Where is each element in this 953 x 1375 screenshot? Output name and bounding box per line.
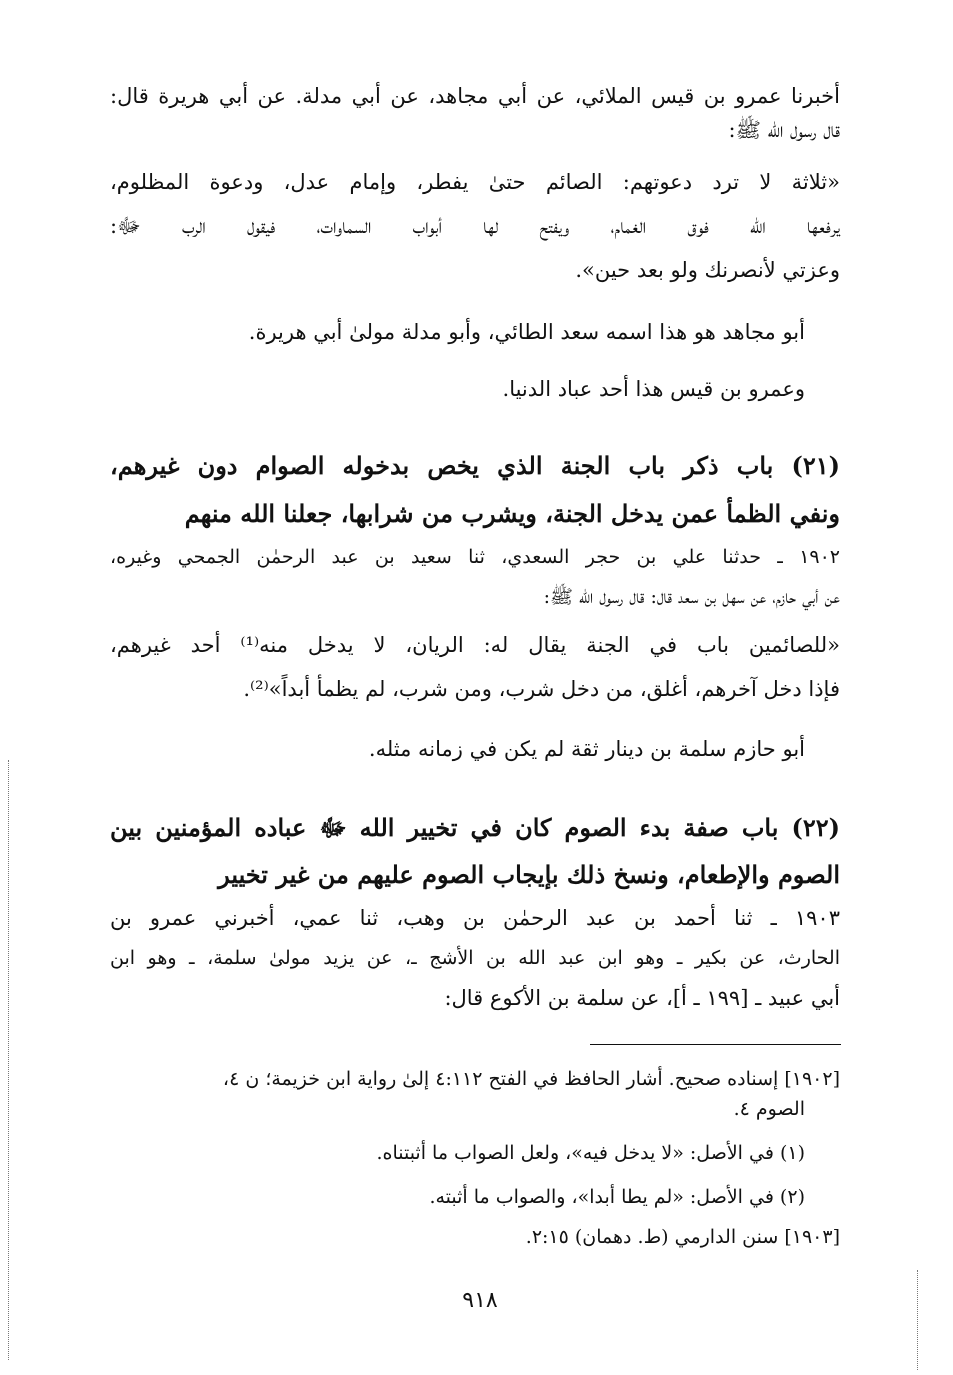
chapter-heading-22: الصوم والإطعام، ونسخ ذلك بإيجاب الصوم عليهم من غير تخيير bbox=[218, 860, 840, 889]
hadith-text-line: «ثلاثة لا ترد دعوتهم: الصائم حتىٰ يفطر، وإمام عدل، ودعوة المظلوم، bbox=[110, 170, 840, 194]
footnote-separator bbox=[590, 1044, 841, 1045]
chapter-heading-22: (٢٢) باب صفة بدء الصوم كان في تخيير الله ﷻ عباده المؤمنين بين bbox=[110, 813, 840, 842]
footnote-1903: [١٩٠٣] سنن الدارمي (ط. دهمان) ٢:١٥. bbox=[525, 1226, 840, 1248]
footnote-2: (٢) في الأصل: «لم يطا أبدا»، والصواب ما أثبته. bbox=[429, 1186, 805, 1208]
scan-margin-line bbox=[8, 760, 9, 1360]
page-number: ٩١٨ bbox=[462, 1288, 498, 1313]
footnote-1902: [١٩٠٢] إسناده صحيح. أشار الحافظ في الفتح ٤:١١٢ إلىٰ رواية ابن خزيمة؛ ن ٤، bbox=[222, 1068, 840, 1090]
chapter-heading-21: (٢١) باب ذكر باب الجنة الذي يخص بدخوله الصوام دون غيرهم، bbox=[110, 451, 840, 480]
commentary-line: أبو مجاهد هو هذا اسمه سعد الطائي، وأبو مدلة مولىٰ أبي هريرة. bbox=[248, 320, 805, 344]
commentary-line: أبو حازم سلمة بن دينار ثقة لم يكن في زمانه مثله. bbox=[368, 737, 805, 761]
footnote-1902-cont: الصوم ٤. bbox=[733, 1098, 805, 1120]
isnad-line: ١٩٠٢ ـ حدثنا علي بن حجر السعدي، ثنا سعيد بن عبد الرحمٰن الجمحي وغيره، bbox=[110, 546, 841, 568]
text-line: قال رسول الله ﷺ: bbox=[728, 118, 840, 142]
hadith-text-line: «للصائمين باب في الجنة يقال له: الريان، لا يدخل منه⁽¹⁾ أحد غيرهم، bbox=[110, 633, 840, 657]
commentary-line: وعمرو بن قيس هذا أحد عباد الدنيا. bbox=[502, 377, 805, 401]
isnad-line: أبي عبيد ـ [١٩٩ ـ أ]، عن سلمة بن الأكوع قال: bbox=[444, 986, 840, 1010]
isnad-line: ١٩٠٣ ـ ثنا أحمد بن عبد الرحمٰن بن وهب، ثنا عمي، أخبرني عمرو بن bbox=[110, 906, 840, 930]
hadith-text-line: وعزتي لأنصرنك ولو بعد حين». bbox=[575, 258, 840, 282]
scan-margin-line bbox=[917, 1270, 918, 1370]
isnad-line: عن أبي حازم، عن سهل بن سعد قال: قال رسول الله ﷺ: bbox=[543, 586, 840, 608]
chapter-heading-21: ونفي الظمأ عمن يدخل الجنة، ويشرب من شرابها، جعلنا الله منهم bbox=[184, 499, 840, 528]
isnad-line: الحارث، عن بكير ـ وهو ابن عبد الله بن الأشج ـ، عن يزيد مولىٰ سلمة، ـ وهو ابن bbox=[110, 947, 840, 969]
hadith-text-line: فإذا دخل آخرهم، أغلق، من دخل شرب، ومن شرب، لم يظمأ أبداً»⁽²⁾. bbox=[243, 677, 840, 701]
hadith-text-line: يرفعها الله فوق الغمام، ويفتح لها أبواب السماوات، فيقول الرب ﷻ: bbox=[110, 214, 840, 238]
text-line: أخبرنا عمرو بن قيس الملائي، عن أبي مجاهد، عن أبي مدلة. عن أبي هريرة قال: bbox=[110, 84, 840, 108]
footnote-1: (١) في الأصل: «لا يدخل فيه»، ولعل الصواب ما أثبتناه. bbox=[376, 1142, 805, 1164]
